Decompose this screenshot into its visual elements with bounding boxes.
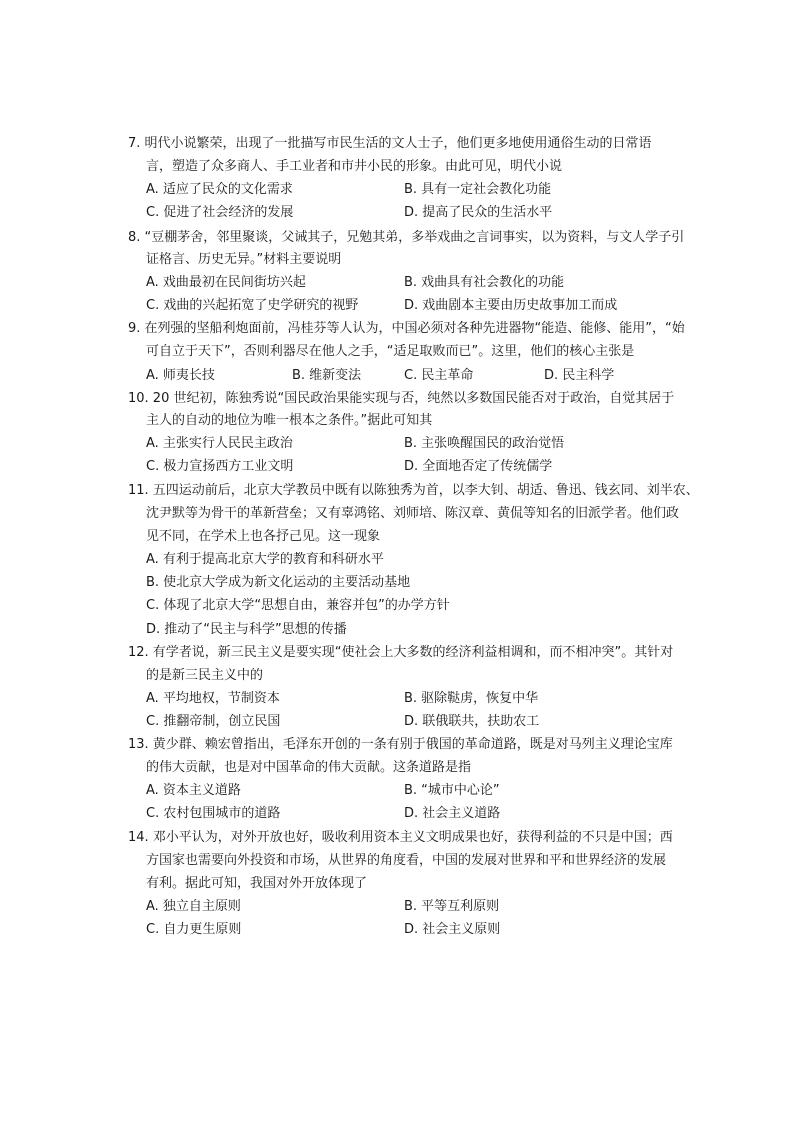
question-11-stem-line-2: 沈尹默等为骨干的革新营垒；又有辜鸿铭、刘师培、陈汉章、黄侃等知名的旧派学者。他们政 — [146, 506, 680, 521]
question-13-stem-line-1: 13. 黄少群、赖宏曾指出，毛泽东开创的一条有别于俄国的革命道路，既是对马列主义理论宝库 — [128, 737, 673, 752]
question-12-option-a: A. 平均地权，节制资本 — [146, 691, 280, 706]
question-11-option-a: A. 有利于提高北京大学的教育和科研水平 — [146, 552, 384, 567]
question-10-stem-line-1: 10. 20 世纪初，陈独秀说“国民政治果能实现与否，纯然以多数国民能否对于政治，自觉其居于 — [128, 391, 675, 406]
question-13-option-b: B. “城市中心论” — [404, 783, 500, 798]
question-8-option-a: A. 戏曲最初在民间街坊兴起 — [146, 275, 306, 290]
question-9-option-b: B. 维新变法 — [292, 368, 362, 383]
question-12-option-b: B. 驱除鞑虏，恢复中华 — [404, 691, 539, 706]
question-11-stem-line-1: 11. 五四运动前后，北京大学教员中既有以陈独秀为首，以李大钊、胡适、鲁迅、钱玄同、刘半农、 — [128, 483, 699, 498]
question-8-option-c: C. 戏曲的兴起拓宽了史学研究的视野 — [146, 298, 359, 313]
question-7-option-b: B. 具有一定社会教化功能 — [404, 182, 552, 197]
question-8-stem-line-2: 证格言、历史无异。”材料主要说明 — [146, 252, 342, 267]
question-9-option-a: A. 师夷长技 — [146, 368, 215, 383]
question-13-stem-line-2: 的伟大贡献，也是对中国革命的伟大贡献。这条道路是指 — [146, 760, 472, 775]
question-14-option-a: A. 独立自主原则 — [146, 899, 241, 914]
question-10-option-b: B. 主张唤醒国民的政治觉悟 — [404, 436, 565, 451]
question-13-option-c: C. 农村包围城市的道路 — [146, 806, 281, 821]
question-10-stem-line-2: 主人的自动的地位为唯一根本之条件。”据此可知其 — [146, 413, 433, 428]
question-7-stem-line-2: 言，塑造了众多商人、手工业者和市井小民的形象。由此可见，明代小说 — [146, 159, 563, 174]
question-13-option-d: D. 社会主义道路 — [404, 806, 501, 821]
question-14-option-d: D. 社会主义原则 — [404, 922, 501, 937]
question-8-option-d: D. 戏曲剧本主要由历史故事加工而成 — [404, 298, 618, 313]
question-14-stem-line-3: 有利。据此可知，我国对外开放体现了 — [146, 876, 368, 891]
question-11-option-c: C. 体现了北京大学“思想自由，兼容并包”的办学方针 — [146, 598, 450, 613]
question-14-stem-line-2: 方国家也需要向外投资和市场，从世界的角度看，中国的发展对世界和平和世界经济的发展 — [146, 853, 667, 868]
question-11-option-d: D. 推动了“民主与科学”思想的传播 — [146, 622, 347, 637]
question-7-option-d: D. 提高了民众的生活水平 — [404, 205, 553, 220]
question-14-option-b: B. 平等互利原则 — [404, 899, 500, 914]
question-9-option-c: C. 民主革命 — [404, 368, 474, 383]
question-10-option-d: D. 全面地否定了传统儒学 — [404, 459, 553, 474]
question-9-stem-line-2: 可自立于天下”，否则利器尽在他人之手，“适足取败而已”。这里，他们的核心主张是 — [146, 344, 635, 359]
question-12-stem-line-2: 的是新三民主义中的 — [146, 668, 264, 683]
question-13-option-a: A. 资本主义道路 — [146, 783, 241, 798]
question-11-stem-line-3: 见不同，在学术上也各抒己见。这一现象 — [146, 529, 381, 544]
question-8-option-b: B. 戏曲具有社会教化的功能 — [404, 275, 565, 290]
question-11-option-b: B. 使北京大学成为新文化运动的主要活动基地 — [146, 575, 411, 590]
question-12-option-c: C. 推翻帝制，创立民国 — [146, 714, 281, 729]
question-12-option-d: D. 联俄联共，扶助农工 — [404, 714, 540, 729]
question-7-option-c: C. 促进了社会经济的发展 — [146, 205, 294, 220]
question-9-option-d: D. 民主科学 — [544, 368, 615, 383]
question-9-stem-line-1: 9. 在列强的坚船利炮面前，冯桂芬等人认为，中国必须对各种先进器物“能造、能修、能用”，“始 — [128, 321, 685, 336]
question-7-stem-line-1: 7. 明代小说繁荣，出现了一批描写市民生活的文人士子，他们更多地使用通俗生动的日常语 — [128, 136, 652, 151]
question-7-option-a: A. 适应了民众的文化需求 — [146, 182, 293, 197]
question-14-stem-line-1: 14. 邓小平认为，对外开放也好，吸收利用资本主义文明成果也好，获得利益的不只是中国；西 — [128, 830, 673, 845]
question-10-option-c: C. 极力宣扬西方工业文明 — [146, 459, 294, 474]
question-12-stem-line-1: 12. 有学者说，新三民主义是要实现“使社会上大多数的经济利益相调和，而不相冲突”。其针对 — [128, 645, 674, 660]
question-14-option-c: C. 自力更生原则 — [146, 922, 242, 937]
question-8-stem-line-1: 8. “豆棚茅舍，邻里聚谈，父诫其子，兄勉其弟，多举戏曲之言词事实，以为资料，与文人学子引 — [128, 230, 685, 245]
question-10-option-a: A. 主张实行人民民主政治 — [146, 436, 293, 451]
